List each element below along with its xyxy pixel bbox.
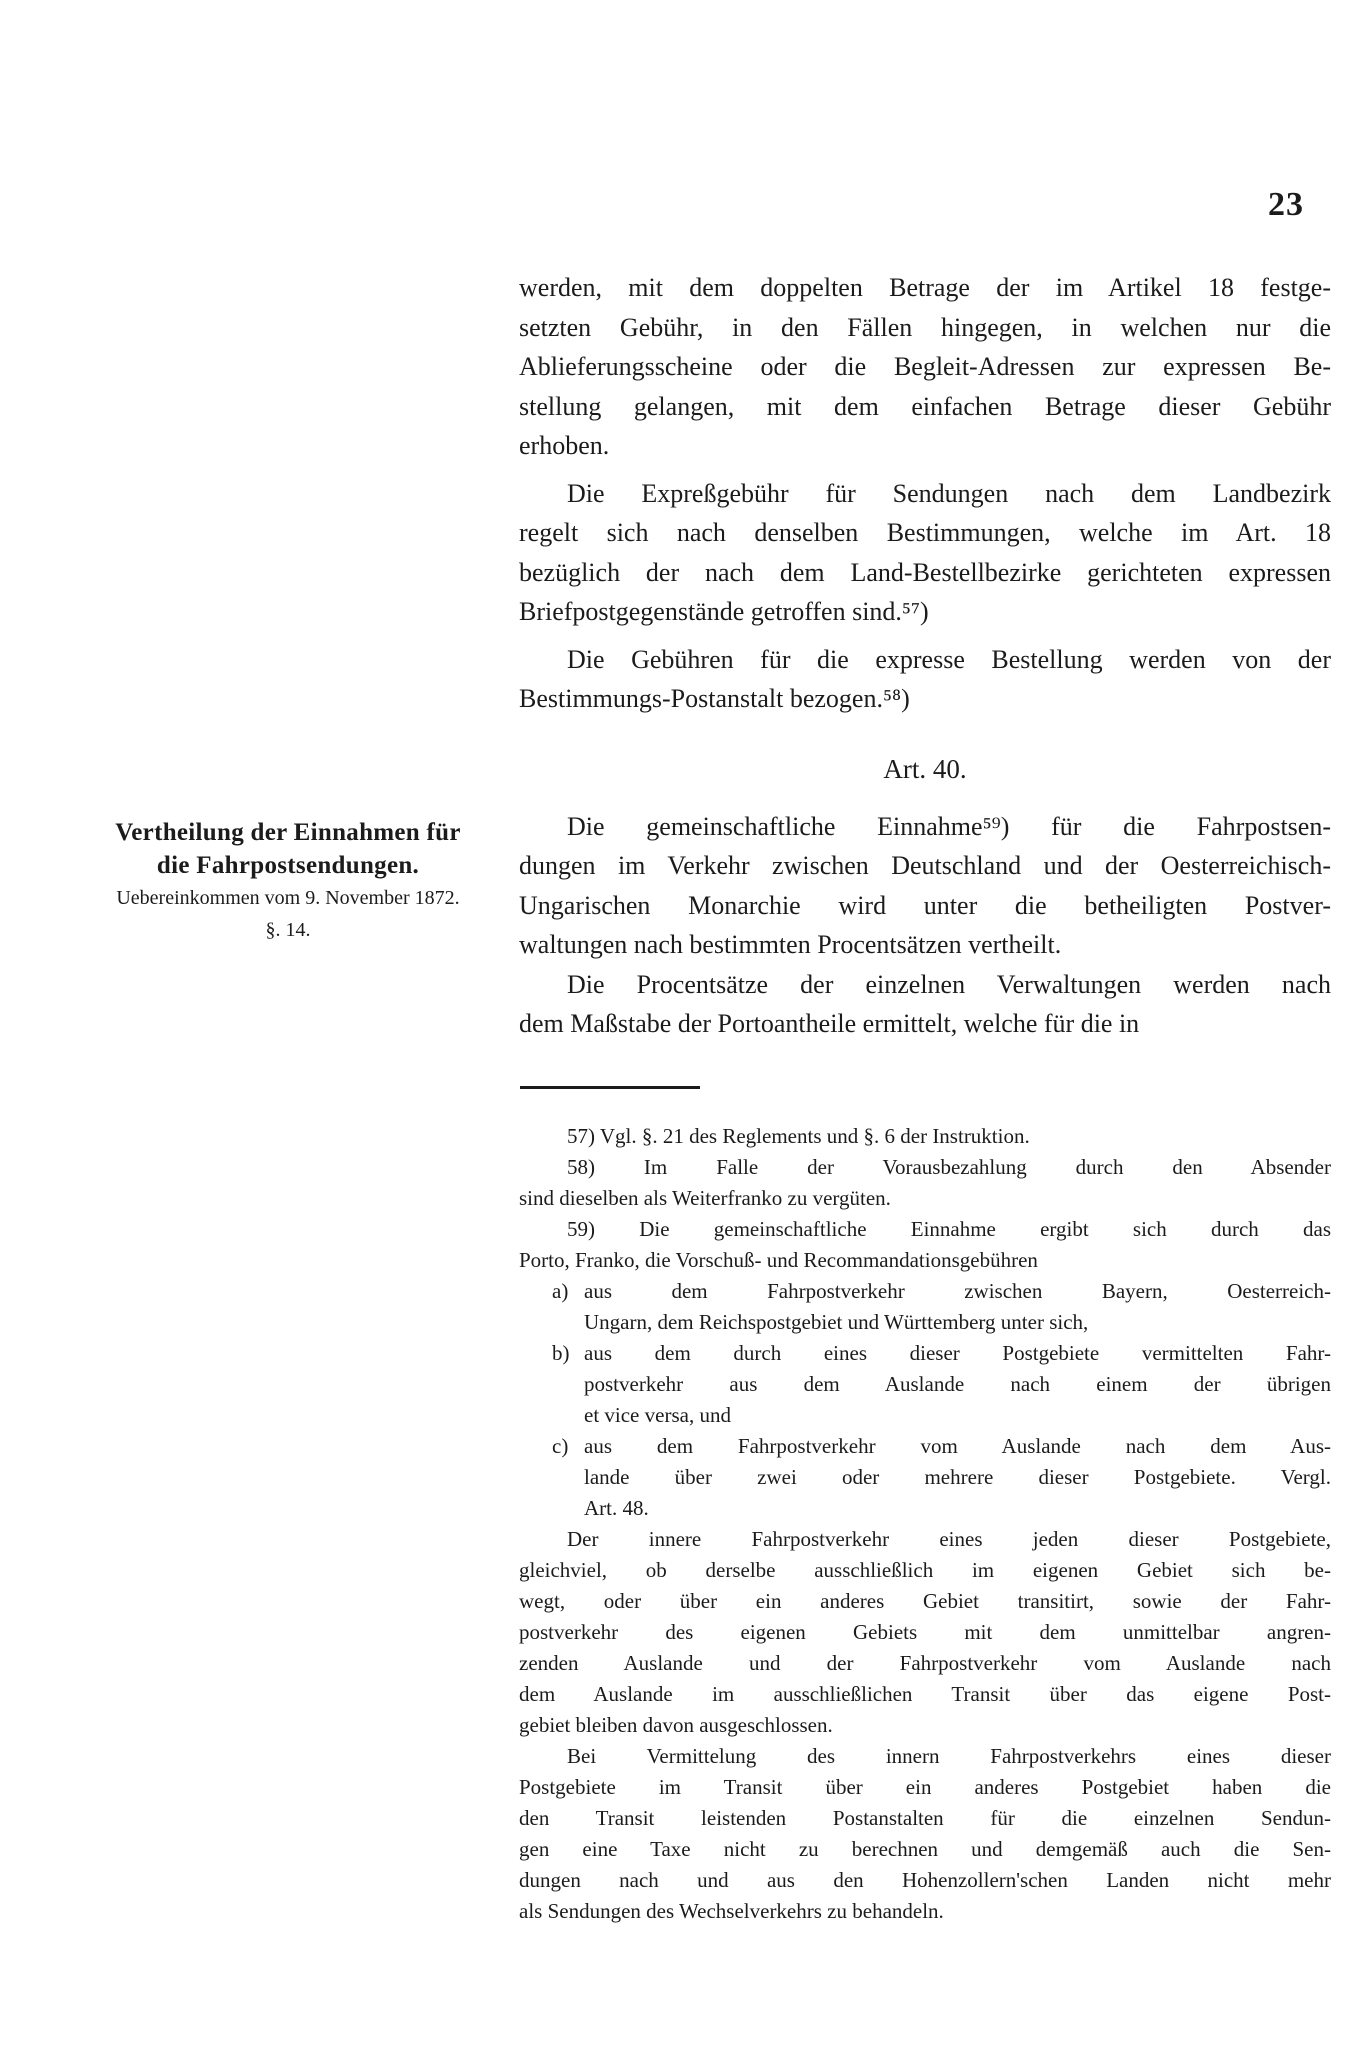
text-line: regelt sich nach denselben Bestimmungen, welche im Art. 18 xyxy=(519,518,1331,547)
text-line: lande über zwei oder mehrere dieser Postgebiete. Vergl. xyxy=(584,1464,1331,1489)
paragraph-percentages xyxy=(519,965,1331,1044)
text-line: waltungen nach bestimmten Procentsätzen vertheilt. xyxy=(519,930,1062,959)
footnote-item-c-text xyxy=(584,1431,1331,1524)
article-heading: Art. 40. xyxy=(883,753,967,784)
text-line: werden, mit dem doppelten Betrage der im Artikel 18 festge- xyxy=(519,273,1331,302)
footnote-item-marker-b: b) xyxy=(552,1340,570,1365)
text-line: stellung gelangen, mit dem einfachen Betrage dieser Gebühr xyxy=(519,391,1331,421)
text-line: postverkehr des eigenen Gebiets mit dem unmittelbar angren- xyxy=(519,1619,1331,1644)
paragraph-fees-collection xyxy=(519,640,1331,719)
text-line: sind dieselben als Weiterfranko zu vergüten. xyxy=(519,1185,891,1210)
text-line: dungen nach und aus den Hohenzollern'schen Landen nicht mehr xyxy=(519,1867,1331,1892)
text-line: aus dem Fahrpostverkehr vom Auslande nach dem Aus- xyxy=(584,1433,1331,1458)
text-line: Die gemeinschaftliche Einnahme⁵⁹) für die Fahrpostsen- xyxy=(567,811,1331,841)
text-line: gebiet bleiben davon ausgeschlossen. xyxy=(519,1712,833,1737)
text-line: wegt, oder über ein anderes Gebiet transitirt, sowie der Fahr- xyxy=(519,1588,1331,1613)
main-text-column xyxy=(519,268,1331,1927)
footnote-list-item-b xyxy=(519,1338,1331,1431)
footnote-paragraph-transit xyxy=(519,1741,1331,1927)
text-line: Bestimmungs-Postanstalt bezogen.⁵⁸) xyxy=(519,684,910,713)
footnote-paragraph-inner-traffic xyxy=(519,1524,1331,1741)
text-line: aus dem Fahrpostverkehr zwischen Bayern, Oesterreich- xyxy=(584,1278,1331,1303)
footnote-item-b-text xyxy=(584,1338,1331,1431)
text-line: et vice versa, und xyxy=(584,1402,731,1427)
text-line: Die Expreßgebühr für Sendungen nach dem Landbezirk xyxy=(567,478,1331,508)
footnote-list-item-a xyxy=(519,1276,1331,1338)
margin-note-title-line-2: die Fahrpostsendungen. xyxy=(156,852,420,879)
footnote-58 xyxy=(519,1152,1331,1214)
text-line: Der innere Fahrpostverkehr eines jeden dieser Postgebiete, xyxy=(567,1526,1331,1551)
text-line: den Transit leistenden Postanstalten für die einzelnen Sendun- xyxy=(519,1805,1331,1830)
margin-note-section: §. 14. xyxy=(265,919,311,941)
text-line: 57) Vgl. §. 21 des Reglements und §. 6 der Instruktion. xyxy=(567,1123,1030,1148)
text-line: Ungarn, dem Reichspostgebiet und Württemberg unter sich, xyxy=(584,1309,1089,1334)
text-line: Postgebiete im Transit über ein anderes Postgebiet haben die xyxy=(519,1774,1331,1799)
footnote-item-marker-c: c) xyxy=(552,1433,569,1458)
text-line: Ablieferungsscheine oder die Begleit-Adressen zur expressen Be- xyxy=(519,352,1331,381)
footnote-item-marker-a: a) xyxy=(552,1278,569,1303)
text-line: als Sendungen des Wechselverkehrs zu behandeln. xyxy=(519,1898,944,1923)
text-line: zenden Auslande und der Fahrpostverkehr vom Auslande nach xyxy=(519,1650,1331,1675)
text-line: aus dem durch eines dieser Postgebiete vermittelten Fahr- xyxy=(584,1340,1331,1365)
text-line: erhoben. xyxy=(519,431,610,460)
footnote-item-a-text xyxy=(584,1276,1331,1338)
text-line: dungen im Verkehr zwischen Deutschland und der Oesterreichisch- xyxy=(519,851,1331,880)
text-line: Bei Vermittelung des innern Fahrpostverkehrs eines dieser xyxy=(567,1743,1331,1768)
text-line: gen eine Taxe nicht zu berechnen und demgemäß auch die Sen- xyxy=(519,1836,1331,1861)
footnotes-section xyxy=(519,1121,1331,1927)
footnote-separator-rule xyxy=(520,1086,700,1089)
footnote-59 xyxy=(519,1214,1331,1276)
text-line: Porto, Franko, die Vorschuß- und Recommandationsgebühren xyxy=(519,1247,1038,1272)
paragraph-continuation xyxy=(519,268,1331,466)
margin-note-title-line-1: Vertheilung der Einnahmen für xyxy=(115,819,461,846)
page-number: 23 xyxy=(1268,186,1304,223)
text-line: bezüglich der nach dem Land-Bestellbezirke gerichteten expressen xyxy=(519,557,1331,587)
text-line: postverkehr aus dem Auslande nach einem der übrigen xyxy=(584,1371,1331,1396)
margin-note xyxy=(58,816,518,946)
text-line: setzten Gebühr, in den Fällen hingegen, in welchen nur die xyxy=(519,312,1331,342)
margin-note-source: Uebereinkommen vom 9. November 1872. xyxy=(116,887,460,909)
footnote-list-item-c xyxy=(519,1431,1331,1524)
text-line: Die Procentsätze der einzelnen Verwaltungen werden nach xyxy=(567,969,1331,999)
text-line: Die Gebühren für die expresse Bestellung werden von der xyxy=(567,644,1331,674)
paragraph-joint-revenue xyxy=(519,807,1331,965)
text-line: Ungarischen Monarchie wird unter die betheiligten Postver- xyxy=(519,890,1331,920)
paragraph-express-fee xyxy=(519,474,1331,632)
text-line: gleichviel, ob derselbe ausschließlich im eigenen Gebiet sich be- xyxy=(519,1557,1331,1582)
text-line: 59) Die gemeinschaftliche Einnahme ergibt sich durch das xyxy=(567,1216,1331,1241)
text-line: dem Auslande im ausschließlichen Transit über das eigene Post- xyxy=(519,1681,1331,1706)
text-line: Briefpostgegenstände getroffen sind.⁵⁷) xyxy=(519,597,929,626)
text-line: dem Maßstabe der Portoantheile ermittelt, welche für die in xyxy=(519,1009,1140,1038)
text-line: Art. 48. xyxy=(584,1495,649,1520)
footnote-57 xyxy=(519,1121,1331,1152)
text-line: 58) Im Falle der Vorausbezahlung durch den Absender xyxy=(567,1154,1331,1179)
